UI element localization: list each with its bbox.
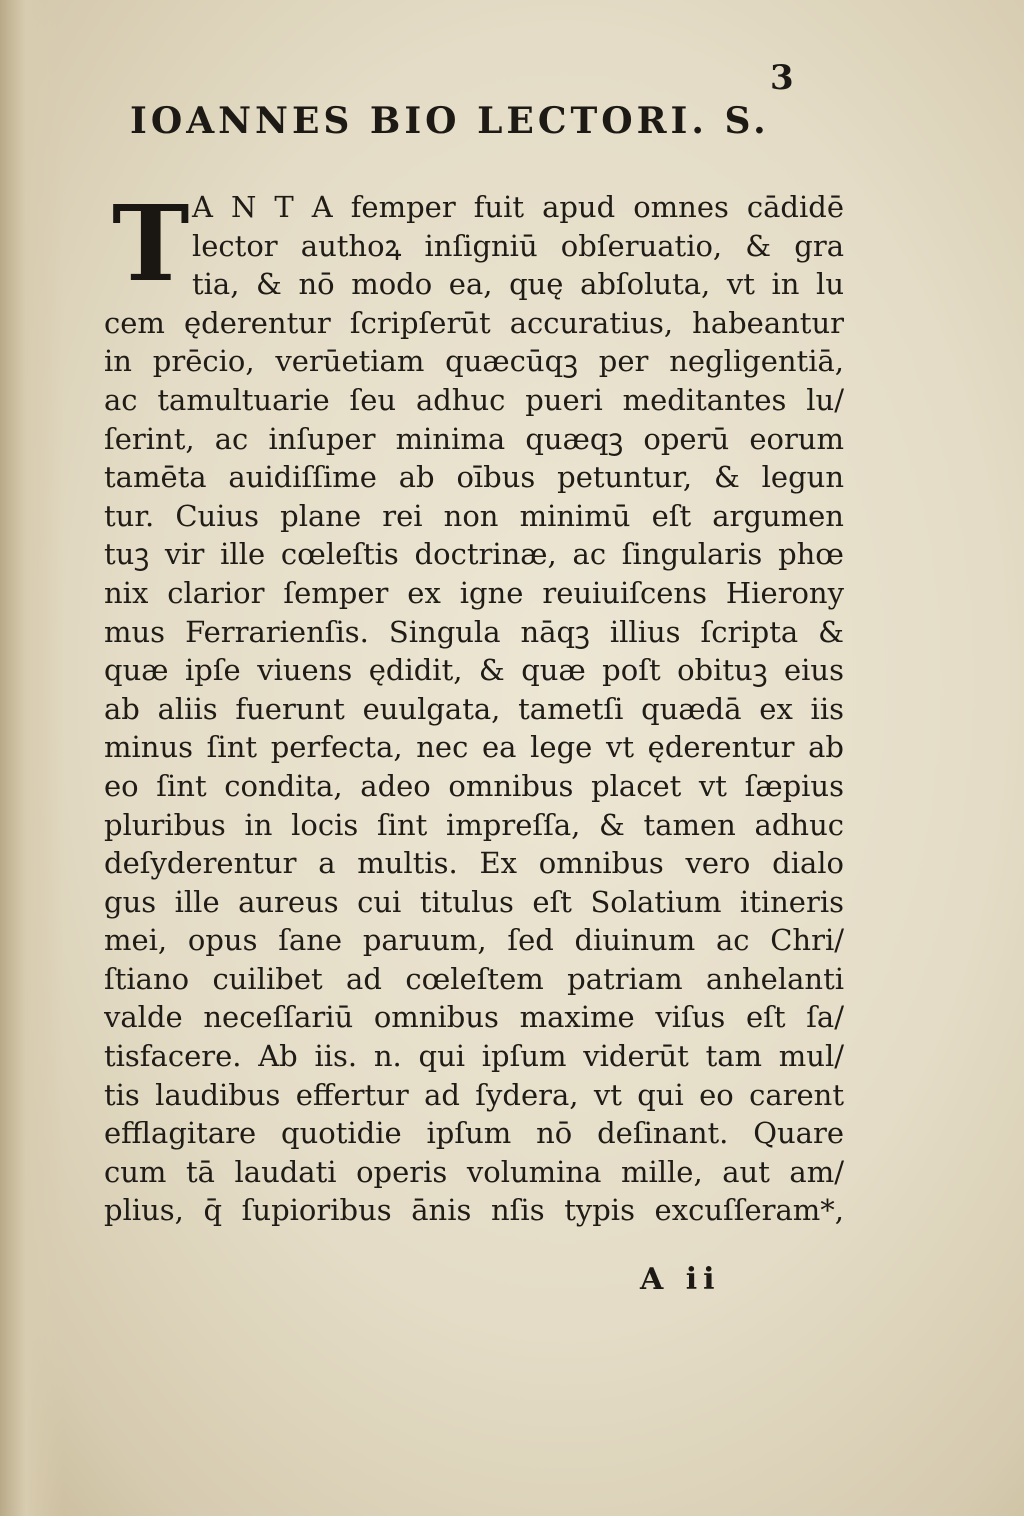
text-line: pluribus in locis ſint impreſſa, & tamen adhuc <box>104 807 844 842</box>
body-text <box>104 182 844 1230</box>
text-line: deſyderentur a multis. Ex omnibus vero dialo <box>104 846 844 881</box>
text-line: lector authoꝝ inſigniū obſeruatio, & gra <box>192 228 844 263</box>
text-line: tur. Cuius plane rei non minimū eſt argumen <box>104 498 844 533</box>
text-line: valde neceſſariū omnibus maxime viſus eſt ſa/ <box>104 1000 844 1035</box>
text-line: mus Ferrarienſis. Singula nāqꝫ illius ſcripta & <box>104 614 844 649</box>
text-line: plius, q̄ ſupioribus ānis nſis typis excuſſeram*, <box>104 1193 844 1228</box>
text-line: A N T A femper fuit apud omnes cādidē <box>192 190 844 224</box>
text-line: nix clarior ſemper ex igne reuiuiſcens Hierony <box>104 575 844 610</box>
text-line: ab aliis fuerunt euulgata, tametſi quædā ex iis <box>104 691 844 726</box>
page-number: 3 <box>770 58 794 98</box>
text-line: tia, & nō modo ea, quę abſoluta, vt in lu <box>192 267 844 302</box>
text-line: cum tā laudati operis volumina mille, aut am/ <box>104 1154 844 1189</box>
page-heading: IOANNES BIO LECTORI. S. <box>130 100 770 142</box>
text-line: ſtiano cuilibet ad cœleſtem patriam anhelanti <box>104 961 844 996</box>
text-line: in prēcio, verūetiam quæcūqꝫ per negligentiā, <box>104 344 844 379</box>
text-line: gus ille aureus cui titulus eſt Solatium itineris <box>104 884 844 919</box>
signature-mark: A ii <box>640 1262 721 1297</box>
text-line: mei, opus ſane paruum, ſed diuinum ac Chri/ <box>104 923 844 958</box>
text-line: cem ęderentur ſcripſerūt accuratius, habeantur <box>104 305 844 340</box>
text-line: tamēta auidiſſime ab oībus petuntur, & legun <box>104 460 844 495</box>
drop-initial: T <box>112 182 190 305</box>
text-line: tis laudibus effertur ad ſydera, vt qui eo carent <box>104 1077 844 1112</box>
text-line: tisfacere. Ab iis. n. qui ipſum viderūt tam mul/ <box>104 1039 844 1074</box>
text-line: tuꝫ vir ille cœleſtis doctrinæ, ac ſingularis phœ <box>104 537 844 572</box>
text-line: efflagitare quotidie ipſum nō deſinant. Quare <box>104 1116 844 1151</box>
text-line: ac tamultuarie ſeu adhuc pueri meditantes lu/ <box>104 382 844 417</box>
text-line: ſerint, ac inſuper minima quæqꝫ operū eorum <box>104 421 844 456</box>
text-line: quæ ipſe viuens ędidit, & quæ poſt obituꝫ eius <box>104 653 844 688</box>
text-line: minus ſint perfecta, nec ea lege vt ęderentur ab <box>104 730 844 765</box>
text-line: eo ſint condita, adeo omnibus placet vt ſæpius <box>104 768 844 803</box>
page-gutter-shadow <box>0 0 64 1516</box>
